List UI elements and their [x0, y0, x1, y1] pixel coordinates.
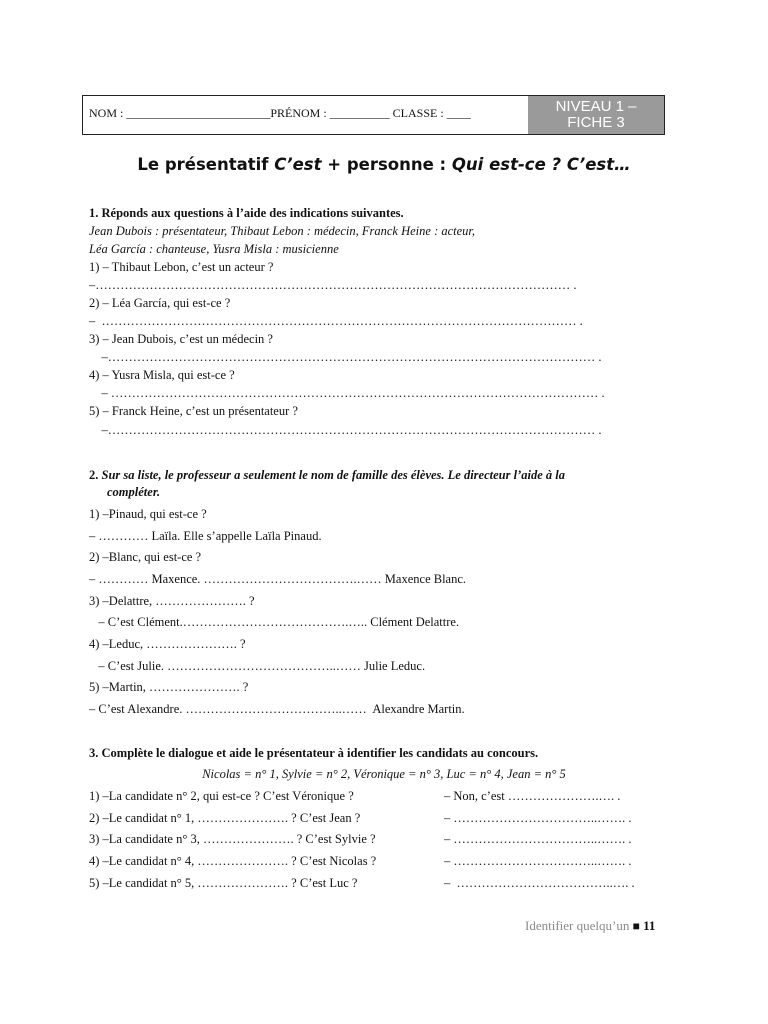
ex1-answer-2: – …………………………………………………………………………………………………… .	[89, 314, 583, 328]
ex3-hint: Nicolas = n° 1, Sylvie = n° 2, Véronique = n° 3, Luc = n° 4, Jean = n° 5	[202, 767, 566, 781]
ex1-question-1: 1) – Thibaut Lebon, c’est un acteur ?	[89, 260, 274, 274]
ex1-hint-1: Jean Dubois : présentateur, Thibaut Lebon : médecin, Franck Heine : acteur,	[89, 224, 476, 238]
ex2-heading-line-2: compléter.	[107, 485, 161, 499]
ex3-answer-3: – ……………………………..……. .	[444, 832, 632, 846]
page-footer	[525, 918, 655, 934]
ex3-question-5: 5) –Le candidat n° 5, …………………. ? C’est Luc ?	[89, 876, 358, 890]
page-title	[0, 155, 768, 174]
ex2-line-3: 2) –Blanc, qui est-ce ?	[89, 550, 202, 564]
ex1-question-5: 5) – Franck Heine, c’est un présentateur ?	[89, 404, 298, 418]
ex3-question-3: 3) –La candidate n° 3, …………………. ? C’est Sylvie ?	[89, 832, 376, 846]
level-badge	[528, 96, 664, 134]
title-question: Qui est-ce ? C’est…	[451, 155, 631, 174]
ex2-line-1: 1) –Pinaud, qui est-ce ?	[89, 507, 207, 521]
title-prefix: Le présentatif	[137, 155, 275, 174]
ex1-question-3: 3) – Jean Dubois, c’est un médecin ?	[89, 332, 273, 346]
ex1-answer-4: – ……………………………………………………………………………………………………… .	[89, 386, 605, 400]
ex1-question-2: 2) – Léa García, qui est-ce ?	[89, 296, 231, 310]
ex2-line-7: 4) –Leduc, …………………. ?	[89, 637, 246, 651]
ex3-question-1: 1) –La candidate n° 2, qui est-ce ? C’est Véronique ?	[89, 789, 354, 803]
title-middle: + personne :	[321, 155, 452, 174]
ex2-line-4: – ………… Maxence. ……………………………….…… Maxence Blanc.	[89, 572, 467, 586]
ex2-line-5: 3) –Delattre, …………………. ?	[89, 594, 255, 608]
ex3-answer-4: – ……………………………..……. .	[444, 854, 632, 868]
ex1-question-4: 4) – Yusra Misla, qui est-ce ?	[89, 368, 235, 382]
footer-text: Identifier quelqu’un	[525, 918, 630, 933]
student-info-fields: NOM : ________________________PRÉNOM : __________ CLASSE : ____	[89, 106, 471, 120]
ex3-question-4: 4) –Le candidat n° 4, …………………. ? C’est Nicolas ?	[89, 854, 377, 868]
ex2-heading-number: 2.	[89, 468, 102, 482]
ex2-heading-text: Sur sa liste, le professeur a seulement le nom de famille des élèves. Le directeur l’aide à la	[101, 468, 565, 482]
ex2-line-6: – C’est Clément.………………………………….….. Clément Delattre.	[89, 615, 460, 629]
ex1-answer-5: –……………………………………………………………………………………………………… .	[89, 423, 602, 437]
level-label: NIVEAU 1 –	[555, 98, 637, 115]
ex1-hint-2: Léa García : chanteuse, Yusra Misla : musicienne	[89, 242, 339, 256]
header-box	[82, 95, 665, 135]
ex2-line-9: 5) –Martin, …………………. ?	[89, 680, 249, 694]
ex3-question-2: 2) –Le candidat n° 1, …………………. ? C’est Jean ?	[89, 811, 361, 825]
ex1-heading: 1. Réponds aux questions à l’aide des indications suivantes.	[89, 206, 404, 220]
ex2-line-8: – C’est Julie. …………………………………..…… Julie Leduc.	[89, 659, 426, 673]
ex2-heading-line-1	[89, 468, 565, 483]
ex1-answer-1: –…………………………………………………………………………………………………… .	[89, 278, 577, 292]
ex2-line-2: – ………… Laïla. Elle s’appelle Laïla Pinaud.	[89, 529, 322, 543]
title-cest: C’est	[274, 155, 322, 174]
ex3-heading: 3. Complète le dialogue et aide le présentateur à identifier les candidats au concours.	[89, 746, 539, 760]
sheet-label: FICHE 3	[567, 114, 625, 131]
ex3-answer-5: – ………………………………..…. .	[444, 876, 635, 890]
page-number: 11	[643, 918, 656, 933]
ex3-answer-2: – ……………………………..……. .	[444, 811, 632, 825]
ex3-answer-1: – Non, c’est ………………….…. .	[444, 789, 621, 803]
ex2-line-10: – C’est Alexandre. ………………………………..…… Alexandre Martin.	[89, 702, 465, 716]
square-icon: ■	[632, 919, 640, 933]
ex1-answer-3: –……………………………………………………………………………………………………… .	[89, 350, 602, 364]
